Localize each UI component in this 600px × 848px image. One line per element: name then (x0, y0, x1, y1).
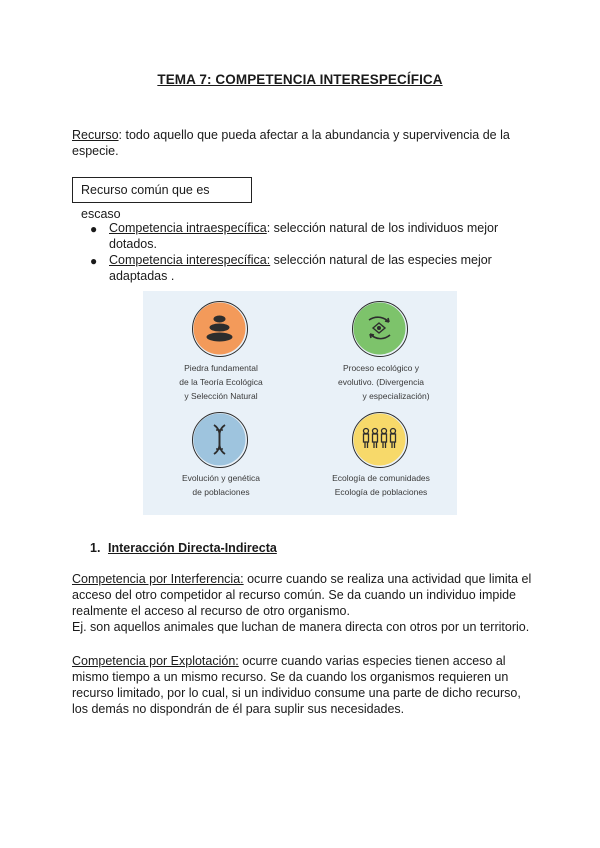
explotacion-paragraph (72, 653, 532, 717)
evolution-arrows-icon (352, 301, 408, 357)
figure-caption: Ecología de comunidades Ecología de poblaciones (332, 473, 430, 497)
figure-caption: Piedra fundamental de la Teoría Ecológica y Selección Natural (179, 363, 263, 401)
section-heading (90, 541, 277, 555)
bullet-list (90, 220, 530, 284)
page-title: TEMA 7: COMPETENCIA INTERESPECÍFICA (157, 72, 443, 87)
figure-caption: Proceso ecológico y evolutivo. (Divergencia y especialización) (338, 363, 430, 401)
explotacion-term: Competencia por Explotación: (72, 654, 239, 668)
interferencia-term: Competencia por Interferencia: (72, 572, 244, 586)
bullet-term: Competencia intraespecífica (109, 221, 267, 235)
list-item (90, 252, 530, 284)
infographic-figure (143, 291, 457, 515)
explotacion-text: ocurre cuando varias especies tienen acceso al mismo tiempo a un mismo recurso. Se da cuando los organismos requieren un recurso limitado, por lo cual, si un individuo consume una parte de dicho recurso, los demás no dispondrán de él para suplir sus necesidades. (72, 654, 521, 716)
bullet-text: : selección natural de los individuos mejor dotados. (109, 221, 499, 251)
recurso-paragraph (72, 127, 532, 159)
bullet-term: Competencia interespecífica: (109, 253, 271, 267)
bullet-icon: ● (90, 254, 98, 268)
interferencia-paragraph (72, 571, 532, 635)
list-item (90, 220, 530, 252)
figure-caption: Evolución y genética de poblaciones (182, 473, 260, 497)
people-group-icon (352, 412, 408, 468)
recurso-term: Recurso (72, 128, 119, 142)
boxed-note: Recurso común que es escaso (72, 177, 252, 203)
section-number: 1. (90, 541, 101, 555)
recurso-definition: : todo aquello que pueda afectar a la abundancia y supervivencia de la especie. (72, 128, 510, 158)
dna-icon (192, 412, 248, 468)
section-title: Interacción Directa-Indirecta (108, 541, 277, 555)
bullet-text: selección natural de las especies mejor adaptadas . (109, 253, 492, 283)
stones-icon (192, 301, 248, 357)
bullet-icon: ● (90, 222, 98, 236)
interferencia-example: Ej. son aquellos animales que luchan de manera directa con otros por un territorio. (72, 620, 530, 634)
interferencia-text: ocurre cuando se realiza una actividad que limita el acceso del otro competidor al recurso común. Se da cuando un individuo impide realmente el acceso al recurso de otro organismo. (72, 572, 532, 618)
